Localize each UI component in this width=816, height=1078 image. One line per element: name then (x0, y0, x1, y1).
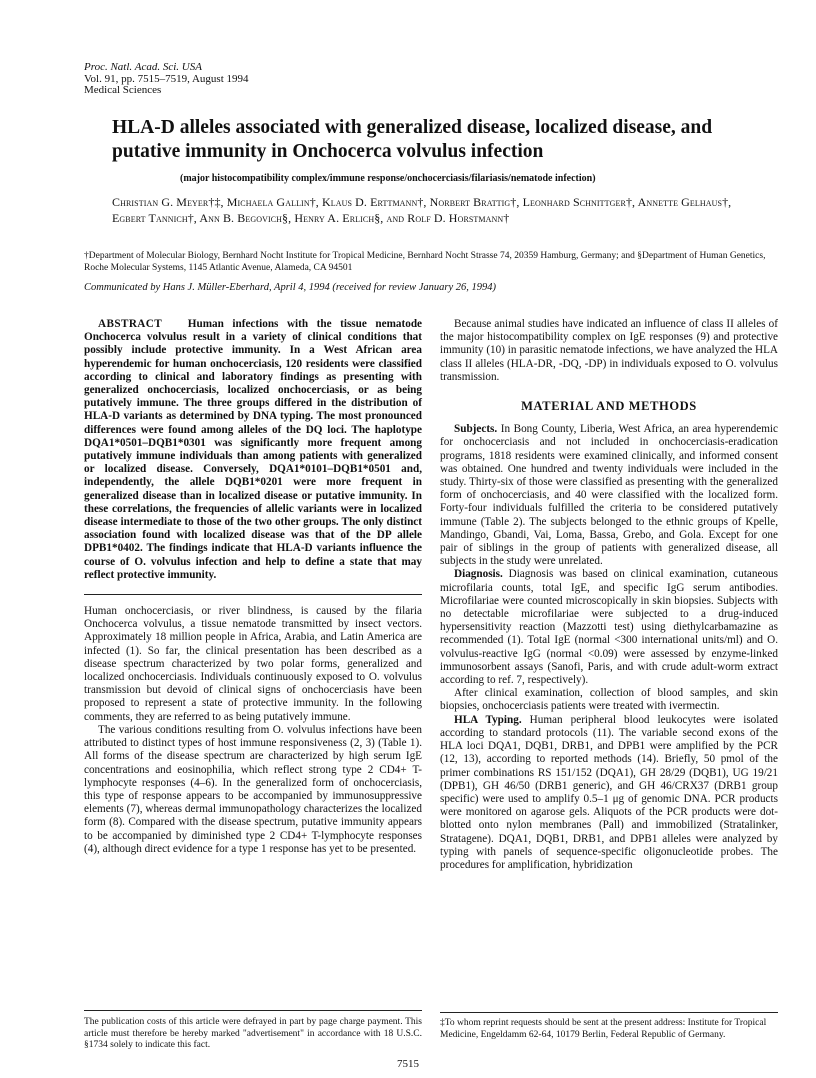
paragraph-text: Diagnosis was based on clinical examination, cutaneous microfilaria counts, total IgE, and specific IgG serum antibodies. Microfilariae were counted microscopically in skin biopsies. Subjects with no detectable microfilariae were subjected to a drug-induced hypersensitivity reaction (Mazzotti test) using diethylcarbamazine as recommended (1). Total IgE (normal <300 international units/ml) and O. volvulus-reactive IgG (normal <0.09) were assessed by enzyme-linked immunosorbent assays (Sanofi, Paris, and with crude adult-worm extract according to ref. 7, respectively). (440, 568, 778, 687)
page-number: 7515 (397, 1058, 419, 1070)
body-paragraph: The various conditions resulting from O. volvulus infections have been attributed to distinct types of host immune responsiveness (2, 3) (Table 1). All forms of the disease spectrum are characterized by high serum IgE concentrations and eosinophilia, which reflect strong type 2 CD4+ T-lymphocyte responses (4–6). In the generalized form of onchocerciasis, this type of response appears to be accompanied by immunosuppressive elements (7), whereas dermal immunopathology characterizes the localized form (8). Compared with the disease spectrum, putative immunity appears to be accompanied by diminished type 2 CD4+ T-lymphocyte responses (4), although direct evidence for a type 1 response has yet to be presented. (84, 723, 422, 855)
paragraph-text: In Bong County, Liberia, West Africa, an area hyperendemic for onchocerciasis and not included in onchocerciasis-eradication programs, 1818 residents were examined clinically, and informed consent was obtained. One hundred and twenty individuals were included in the study. Thirty-six of those were classified as presenting with the generalized form of onchocerciasis, and 40 were classified with the localized form. Forty-four individuals fulfilled the criteria to be considered putatively immune (Table 2). The subjects belonged to the ethnic groups of Kpelle, Mandingo, Gbandi, Vai, Loma, Bassa, Grebo, and Gola. Except for one pair of siblings in the group of patients with generalized disease, all subjects in the study were unrelated. (440, 423, 778, 568)
article-title: HLA-D alleles associated with generalized disease, localized disease, and putative immunity in Onchocerca volvulus infection (112, 117, 713, 162)
runin-heading: Subjects. (454, 423, 498, 436)
journal-section: Medical Sciences (84, 84, 162, 96)
publication-footnote: The publication costs of this article were defrayed in part by page charge payment. This article must therefore be hereby marked "advertisement" in accordance with 18 U.S.C. §1734 solely to indicate this fact. (84, 1010, 422, 1052)
journal-name: Proc. Natl. Acad. Sci. USA (84, 61, 202, 73)
abstract-label: ABSTRACT (98, 318, 163, 330)
runin-heading: Diagnosis. (454, 568, 503, 581)
subsection-paragraph (440, 568, 778, 687)
communicated-line: Communicated by Hans J. Müller-Eberhard, April 4, 1994 (received for review January 26, 1994) (84, 282, 497, 293)
abstract (84, 318, 422, 582)
body-paragraph: Human onchocerciasis, or river blindness, is caused by the filaria Onchocerca volvulus, a tissue nematode transmitted by insect vectors. Approximately 18 million people in Africa, Arabia, and Latin America are infected (1). So far, the clinical presentation has been described as a disease spectrum characterized by two polar forms, generalized and localized onchocerciasis. Individuals continuously exposed to O. volvulus transmission but devoid of clinical signs of onchocerciasis have been proposed to represent a state of protective immunity. In the following comments, they are referred to as being putatively immune. (84, 605, 422, 723)
intro-paragraph: Because animal studies have indicated an influence of class II alleles of the major histocompatibility complex on IgE responses (9) and protective immunity (10) in parasitic nematode infections, we have analyzed the HLA class II alleles (HLA-DR, -DQ, -DP) in individuals exposed to O. volvulus transmission. (440, 318, 778, 383)
affiliation: †Department of Molecular Biology, Bernhard Nocht Institute for Tropical Medicine, Bernhard Nocht Strasse 74, 20359 Hamburg, Germany; and §Department of Human Genetics, Roche Molecular Systems, 1145 Atlantic Avenue, Alameda, CA 94501 (84, 251, 766, 273)
subsection-paragraph (440, 423, 778, 568)
section-heading: MATERIAL AND METHODS (521, 399, 697, 414)
left-column (84, 318, 422, 856)
paragraph-text: Human peripheral blood leukocytes were isolated according to standard protocols (11). The variable second exons of the HLA loci DQA1, DQB1, DRB1, and DPB1 were amplified by the PCR (12, 13), according to reported methods (14). Briefly, 50 pmol of the primer combinations RS 151/152 (DQA1), GH 28/29 (DQB1), UG 19/21 (DPB1), GH 46/50 (DRB1 generic), and GH 46/CRX37 (DRB1 group specific) were used to amplify 0.5–1 μg of genomic DNA. PCR products were monitored on agarose gels. Aliquots of the PCR products were dot-blotted onto nylon membranes (Pall) and immobilized (Stratalinker, Stratagene). DQA1, DQB1, DRB1, and DPB1 alleles were analyzed by typing with panels of sequence-specific oligonucleotide probes. The procedures for amplification, hybridization (440, 713, 779, 871)
reprint-footnote: ‡To whom reprint requests should be sent at the present address: Institute for Tropical Medicine, Engeldamm 62-64, 10179 Berlin, Federal Republic of Germany. (440, 1012, 778, 1041)
author-list: Christian G. Meyer†‡, Michaela Gallin†, Klaus D. Erttmann†, Norbert Brattig†, Leonhard Schnittger†, Annette Gelhaus†, Egbert Tannich†, Ann B. Begovich§, Henry A. Erlich§, and Rolf D. Horstmann† (112, 195, 732, 225)
abstract-text: Human infections with the tissue nematode Onchocerca volvulus result in a variety of clinical conditions that possibly include protective immunity. In a West African area hyperendemic for human onchocerciasis, 120 residents were classified according to clinical and laboratory findings as presenting with generalized onchocerciasis, localized onchocerciasis, or as being putatively immune. The three groups differed in the distribution of HLA-D variants as determined by DNA typing. The most pronounced differences were found among alleles of the DQ loci. The haplotype DQA1*0501–DQB1*0301 was significantly more frequent among putatively immune individuals than among patients with generalized or localized disease. Conversely, DQA1*0101–DQB1*0501 and, independently, the allele DQB1*0201 were more frequent in generalized disease than in localized disease or putative immunity. In these correlations, the frequencies of allelic variants were in localized disease intermediate to those of the two other groups. The only distinct association found with localized disease was that of the DP allele DPB1*0402. The findings indicate that HLA-D variants influence the course of O. volvulus infection and help to define a state that may reflect protective immunity. (84, 318, 423, 581)
right-column (440, 318, 778, 872)
journal-volume: Vol. 91, pp. 7515–7519, August 1994 (84, 72, 249, 85)
paragraph-text: After clinical examination, collection of blood samples, and skin biopsies, onchocerciasis patients were treated with ivermectin. (440, 687, 778, 713)
divider (84, 594, 422, 595)
runin-heading: HLA Typing. (454, 713, 522, 726)
journal-header (84, 62, 249, 97)
subsection-paragraph (440, 687, 778, 713)
keywords: (major histocompatibility complex/immune response/onchocerciasis/filariasis/nematode infection) (180, 173, 596, 184)
subsection-paragraph (440, 714, 778, 872)
